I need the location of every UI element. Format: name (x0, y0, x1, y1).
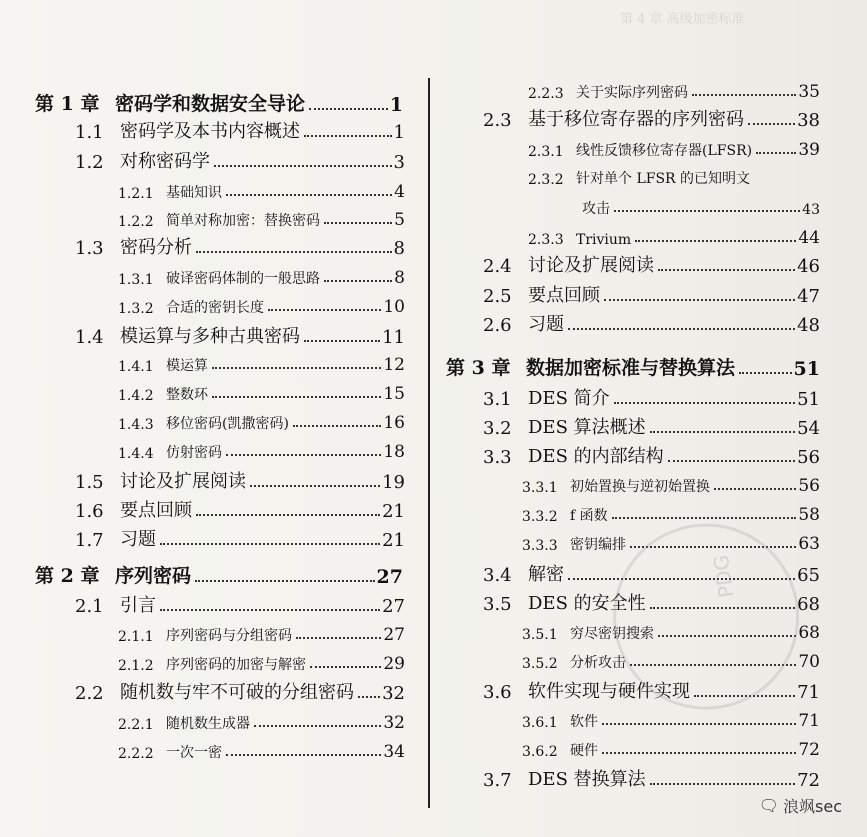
toc-entry-page: 43 (802, 202, 820, 218)
toc-entry-number: 3.3.3 (522, 538, 558, 554)
toc-entry-2.1 (75, 590, 405, 617)
leader-dots (196, 513, 380, 516)
toc-entry-page: 15 (383, 384, 405, 404)
toc-entry-title: 讨论及扩展阅读 (120, 471, 246, 492)
toc-entry-page: 18 (383, 442, 405, 462)
bleed-through-text: 第 4 章 高级加密标准 (620, 12, 745, 27)
toc-entry-title: 一次一密 (166, 745, 222, 761)
toc-entry-title: DES 算法概述 (528, 417, 646, 438)
toc-entry-number: 3.3.2 (522, 509, 558, 525)
toc-entry-title: 序列密码与分组密码 (166, 628, 292, 644)
toc-entry-page: 5 (394, 210, 405, 230)
toc-entry-number: 2.2 (75, 683, 104, 704)
leader-dots (196, 250, 392, 253)
toc-entry-title: 关于实际序列密码 (576, 85, 688, 101)
toc-entry-第-2-章 (35, 560, 403, 588)
leader-dots (358, 695, 380, 698)
toc-entry-2.2.1 (118, 707, 405, 733)
toc-entry-title: 移位密码(凯撒密码) (166, 416, 289, 432)
source-logo (759, 794, 842, 817)
toc-entry-number: 1.3.1 (118, 272, 154, 288)
leader-dots (309, 107, 388, 110)
toc-entry-number: 1.3 (75, 238, 104, 259)
toc-entry-number: 3.1 (483, 389, 512, 410)
toc-entry-number: 2.6 (483, 315, 512, 336)
toc-entry-page: 56 (797, 447, 820, 468)
toc-entry-title: 初始置换与逆初始置换 (570, 479, 710, 495)
toc-entry-number: 1.1 (75, 122, 104, 143)
chat-bubble-icon: 🗨︎ (758, 796, 780, 815)
toc-entry-1.7 (75, 524, 405, 551)
toc-entry-title: 仿射密码 (166, 445, 222, 461)
toc-entry-page: 47 (797, 286, 820, 307)
toc-entry-2.2.2 (118, 736, 405, 762)
toc-entry-number: 第 2 章 (35, 565, 100, 587)
toc-entry-title: DES 简介 (528, 388, 610, 409)
toc-entry-page: 10 (383, 297, 405, 317)
toc-entry-title: 序列密码 (115, 565, 192, 587)
toc-entry-2.5 (483, 280, 820, 307)
toc-entry-1.4.1 (118, 349, 405, 375)
toc-entry-第-3-章 (446, 352, 820, 380)
watermark-seal-icon (576, 486, 837, 747)
toc-entry-page: 21 (382, 501, 405, 522)
toc-entry-1.4.3 (118, 407, 405, 433)
toc-entry-2.1.2 (118, 648, 405, 674)
toc-entry-number: 2.2.3 (528, 86, 564, 102)
toc-entry-title: 讨论及扩展阅读 (528, 255, 654, 276)
toc-entry-page: 46 (797, 256, 820, 277)
toc-entry-page: 48 (797, 315, 820, 336)
leader-dots (160, 542, 380, 545)
toc-entry-title: 随机数与牢不可破的分组密码 (120, 682, 354, 703)
toc-entry-page: 32 (382, 683, 405, 704)
toc-entry-number: 3.7 (483, 770, 512, 791)
toc-entry-page: 70 (798, 652, 820, 672)
toc-entry-number: 1.2.2 (118, 214, 154, 230)
toc-entry-title: 简单对称加密：替换密码 (166, 213, 320, 229)
toc-entry-1.3 (75, 232, 405, 259)
toc-entry-page: 39 (798, 140, 820, 160)
toc-entry-page: 34 (383, 742, 405, 762)
leader-dots (756, 151, 796, 154)
toc-entry-page: 1 (389, 94, 403, 116)
toc-entry-title: 对称密码学 (120, 151, 210, 172)
toc-entry-page: 35 (798, 82, 820, 102)
leader-dots (268, 308, 381, 311)
toc-entry-number: 3.6.1 (522, 715, 558, 731)
leader-dots (692, 93, 796, 96)
leader-dots (304, 134, 392, 137)
toc-entry-1.5 (75, 466, 405, 493)
source-logo-label: 浪飒sec (783, 797, 842, 816)
toc-entry-title: 线性反馈移位寄存器(LFSR) (576, 143, 753, 159)
toc-entry-1.3.2 (118, 291, 405, 317)
toc-entry-page: 71 (798, 711, 820, 731)
toc-entry-page: 29 (383, 654, 405, 674)
toc-entry-2.1.1 (118, 619, 405, 645)
toc-entry-page: 65 (797, 565, 820, 586)
toc-entry-number: 1.5 (75, 472, 104, 493)
leader-dots (214, 164, 392, 167)
toc-entry-page: 12 (383, 355, 405, 375)
toc-entry-number: 2.3.2 (528, 172, 564, 188)
toc-entry-2.3.2 (528, 162, 820, 188)
toc-entry-page: 3 (393, 152, 405, 173)
toc-entry-title: Trivium (576, 232, 632, 248)
toc-entry-1.3.1 (118, 262, 405, 288)
toc-entry-page: 4 (394, 182, 405, 202)
toc-entry-page: 1 (393, 122, 405, 143)
toc-entry-page: 38 (797, 110, 820, 131)
leader-dots (296, 636, 381, 639)
toc-entry-number: 3.5.1 (522, 627, 558, 643)
toc-entry-1.2.1 (118, 176, 405, 202)
leader-dots (604, 298, 795, 301)
toc-entry-3.1 (483, 383, 820, 410)
toc-entry-number: 1.7 (75, 530, 104, 551)
toc-entry-title: 软件 (570, 714, 598, 730)
toc-entry-page: 21 (382, 530, 405, 551)
toc-entry-3.2 (483, 412, 820, 439)
toc-entry-page: 72 (797, 770, 820, 791)
leader-dots (195, 579, 375, 582)
toc-entry-title: DES 替换算法 (528, 769, 646, 790)
toc-entry-2.3.3 (528, 222, 820, 248)
toc-entry-number: 1.3.2 (118, 301, 154, 317)
toc-entry-page: 32 (383, 713, 405, 733)
toc-entry-page: 54 (797, 418, 820, 439)
toc-entry-page: 68 (797, 594, 820, 615)
toc-entry-title: 穷尽密钥搜索 (570, 626, 654, 642)
toc-entry-title: 攻击 (582, 201, 610, 217)
toc-entry-page: 8 (394, 268, 405, 288)
toc-entry-1.1 (75, 116, 405, 143)
toc-entry-title: 要点回顾 (528, 285, 600, 306)
toc-entry-page: 16 (383, 413, 405, 433)
leader-dots (635, 239, 796, 242)
toc-entry-title: 解密 (528, 564, 564, 585)
leader-dots (212, 395, 381, 398)
toc-entry-title: 模运算与多种古典密码 (120, 326, 300, 347)
toc-entry-title: 习题 (528, 314, 564, 335)
leader-dots (748, 122, 795, 125)
toc-entry-1.2 (75, 146, 405, 173)
toc-entry-number: 2.4 (483, 256, 512, 277)
toc-entry-page: 56 (798, 476, 820, 496)
toc-entry-1.4 (75, 321, 405, 348)
leader-dots (226, 193, 392, 196)
leader-dots (568, 327, 795, 330)
toc-entry-title: 密码学和数据安全导论 (115, 93, 306, 115)
toc-entry-title: 模运算 (166, 358, 208, 374)
toc-entry-page: 68 (798, 623, 820, 643)
toc-entry-title: DES 的内部结构 (528, 446, 664, 467)
toc-entry-page: 51 (793, 358, 820, 380)
toc-entry-2.2 (75, 677, 405, 704)
toc-entry-number: 3.6.2 (522, 744, 558, 760)
toc-entry-2.3.1 (528, 134, 820, 160)
toc-entry-title: 合适的密钥长度 (166, 300, 264, 316)
leader-dots (324, 221, 392, 224)
toc-entry-number: 1.2.1 (118, 186, 154, 202)
toc-entry-title: 软件实现与硬件实现 (528, 681, 690, 702)
toc-entry-page: 58 (798, 505, 820, 525)
toc-entry-第-1-章 (35, 88, 403, 116)
watermark-text: PDG (708, 553, 739, 600)
toc-entry-page: 27 (382, 596, 405, 617)
toc-entry-1.4.4 (118, 436, 405, 462)
toc-entry-number: 1.4.2 (118, 388, 154, 404)
toc-entry-number: 1.4 (75, 327, 104, 348)
toc-entry-number: 1.2 (75, 152, 104, 173)
toc-entry-number: 3.3.1 (522, 480, 558, 496)
toc-entry-2.2.3 (528, 76, 820, 102)
toc-entry-title: 硬件 (570, 743, 598, 759)
toc-entry-number: 3.6 (483, 682, 512, 703)
toc-entry-page: 63 (798, 534, 820, 554)
leader-dots (226, 453, 381, 456)
toc-entry-page: 8 (393, 238, 405, 259)
toc-entry-number: 2.1.1 (118, 629, 154, 645)
leader-dots (614, 209, 800, 212)
leader-dots (310, 665, 381, 668)
toc-entry-title: 随机数生成器 (166, 716, 250, 732)
toc-entry-title: 针对单个 LFSR 的已知明文 (576, 171, 751, 187)
toc-entry-1.4.2 (118, 378, 405, 404)
toc-entry-page: 27 (383, 625, 405, 645)
toc-entry-page: 51 (797, 389, 820, 410)
toc-entry-title: 整数环 (166, 387, 208, 403)
toc-entry-title: 基于移位寄存器的序列密码 (528, 109, 744, 130)
toc-entry-title: DES 的安全性 (528, 593, 646, 614)
toc-entry-page: 27 (376, 566, 403, 588)
toc-entry-number: 2.3 (483, 110, 512, 131)
leader-dots (739, 371, 792, 374)
toc-entry-2.4 (483, 250, 820, 277)
toc-entry-title: f 函数 (570, 508, 608, 524)
toc-entry-number: 3.3 (483, 447, 512, 468)
leader-dots (324, 279, 392, 282)
toc-entry-1.6 (75, 495, 405, 522)
toc-entry-page: 44 (798, 228, 820, 248)
toc-entry-title: 密钥编排 (570, 537, 626, 553)
toc-entry-title: 要点回顾 (120, 500, 192, 521)
toc-entry-number: 第 3 章 (446, 357, 511, 379)
leader-dots (293, 424, 381, 427)
toc-entry-title: 数据加密标准与替换算法 (526, 357, 736, 379)
toc-entry-page: 72 (798, 740, 820, 760)
toc-entry-title: 破译密码体制的一般思路 (166, 271, 320, 287)
leader-dots (614, 401, 795, 404)
toc-entry-number: 1.6 (75, 501, 104, 522)
toc-entry-title: 引言 (120, 595, 156, 616)
toc-entry-number: 2.3.1 (528, 144, 564, 160)
toc-entry-title: 习题 (120, 529, 156, 550)
leader-dots (212, 366, 381, 369)
toc-entry-number: 2.2.2 (118, 746, 154, 762)
toc-entry-number: 1.4.1 (118, 359, 154, 375)
toc-entry-number: 第 1 章 (35, 93, 100, 115)
toc-entry-2.3 (483, 104, 820, 131)
toc-entry-number: 2.2.1 (118, 717, 154, 733)
leader-dots (160, 608, 380, 611)
toc-entry-title: 基础知识 (166, 185, 222, 201)
toc-entry-page: 19 (382, 472, 405, 493)
leader-dots (304, 339, 380, 342)
leader-dots (658, 268, 795, 271)
column-divider (428, 78, 430, 808)
toc-entry-2.6 (483, 309, 820, 336)
toc-entry-number: 2.3.3 (528, 232, 564, 248)
toc-entry-number: 3.5.2 (522, 656, 558, 672)
toc-entry-number: 1.4.4 (118, 446, 154, 462)
toc-entry-number: 3.4 (483, 565, 512, 586)
toc-entry-number: 3.2 (483, 418, 512, 439)
toc-entry-page: 11 (382, 327, 405, 348)
toc-entry-1.2.2 (118, 204, 405, 230)
toc-entry-number: 2.1 (75, 596, 104, 617)
toc-entry-title: 密码学及本书内容概述 (120, 121, 300, 142)
leader-dots (254, 724, 381, 727)
toc-entry-page: 71 (797, 682, 820, 703)
toc-entry-title: 序列密码的加密与解密 (166, 657, 306, 673)
toc-entry-number: 2.1.2 (118, 658, 154, 674)
toc-entry-number: 2.5 (483, 286, 512, 307)
toc-entry-number: 3.5 (483, 594, 512, 615)
toc-entry-cont-4 (582, 192, 820, 218)
toc-entry-title: 密码分析 (120, 237, 192, 258)
leader-dots (250, 484, 380, 487)
leader-dots (226, 753, 381, 756)
toc-entry-number: 1.4.3 (118, 417, 154, 433)
toc-entry-title: 分析攻击 (570, 655, 626, 671)
